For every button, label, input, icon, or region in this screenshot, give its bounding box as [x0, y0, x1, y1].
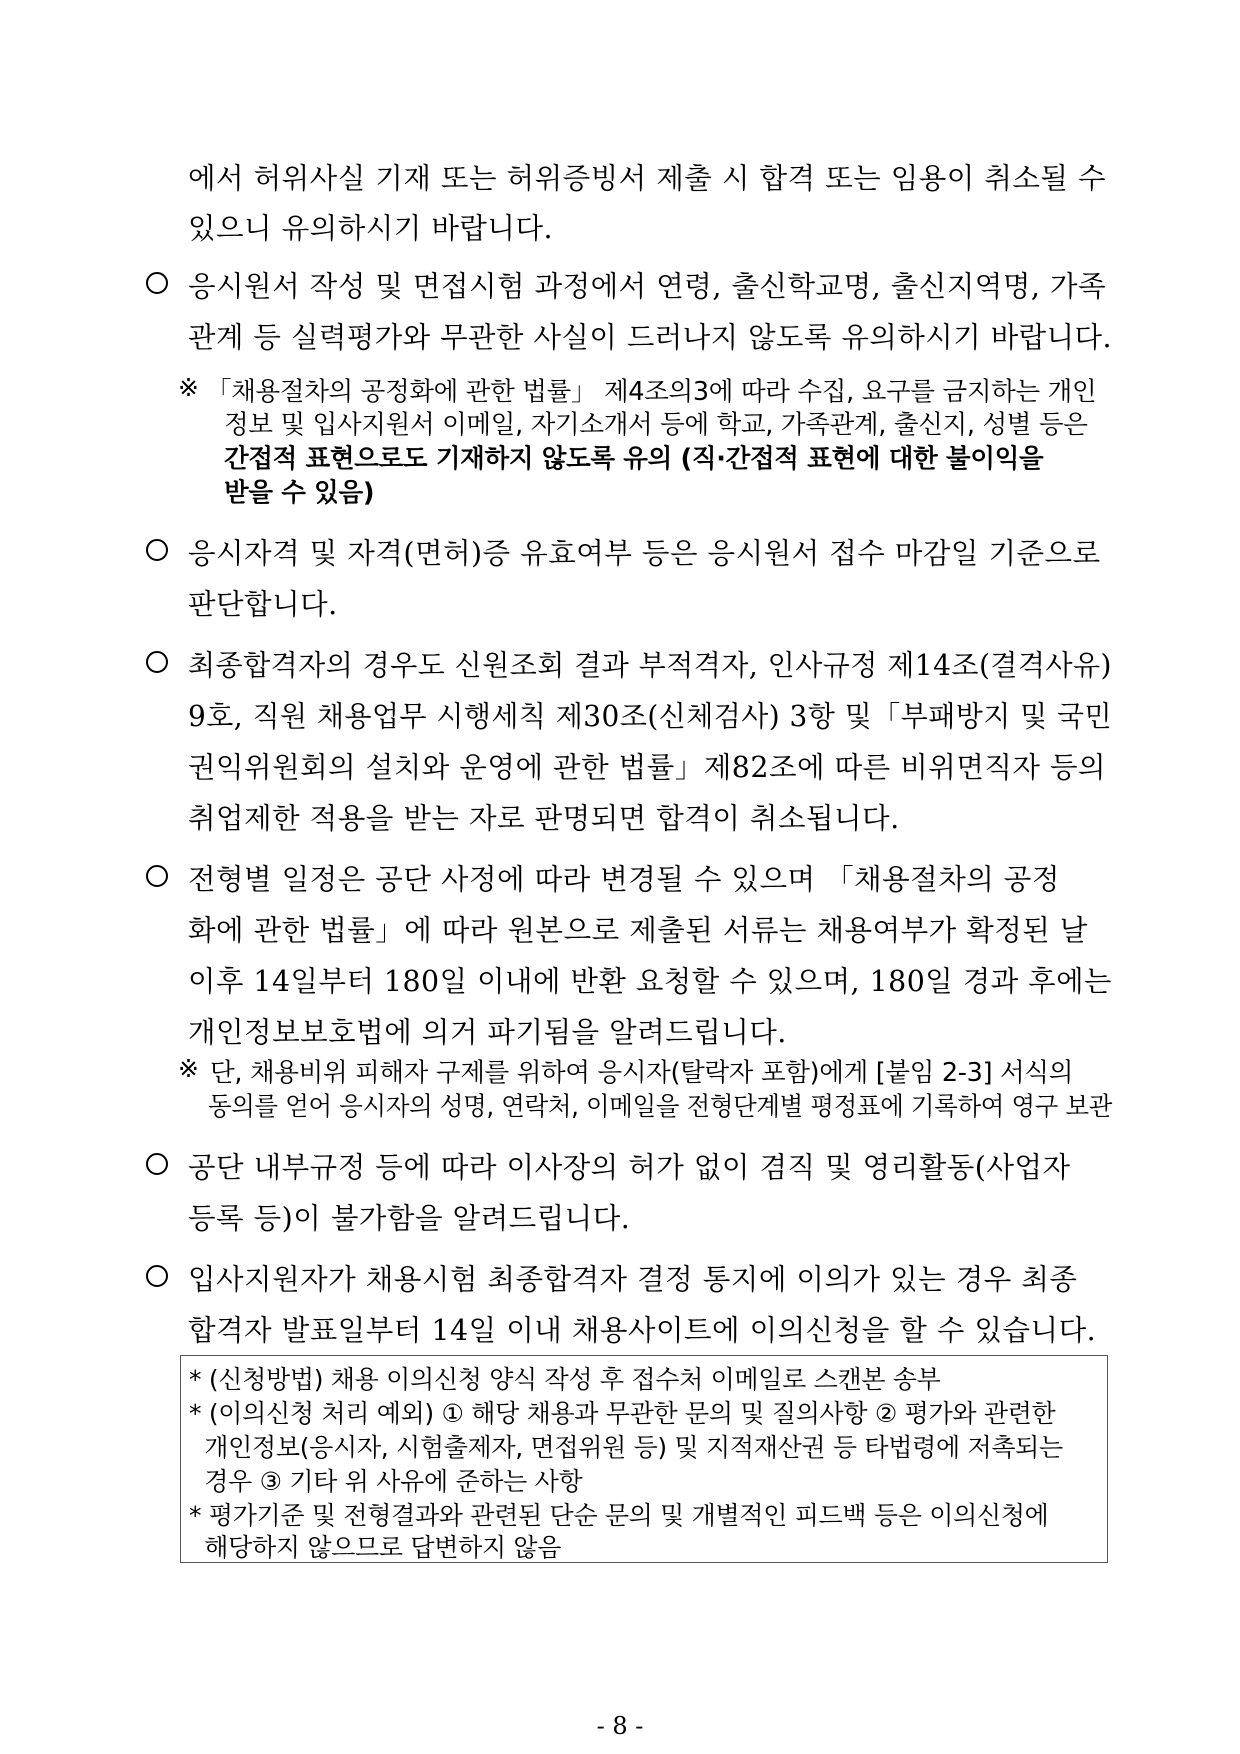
item-line: 등록 등)이 불가함을 알려드립니다.: [188, 1202, 631, 1235]
objection-notice-box: [180, 1355, 1108, 1563]
notice-line: * (신청방법) 채용 이의신청 양식 작성 후 접수처 이메일로 스캔본 송부: [189, 1365, 941, 1394]
note-line: 동의를 얻어 응시자의 성명, 연락처, 이메일을 전형단계별 평정표에 기록하여 영구 보관: [208, 1092, 1113, 1122]
item-line: 9호, 직원 채용업무 시행세칙 제30조(신체검사) 3항 및「부패방지 및 국민: [188, 700, 1113, 733]
bullet-circle-icon: [146, 865, 168, 887]
notice-line: 경우 ③ 기타 위 사유에 준하는 사항: [189, 1467, 583, 1496]
item-line: 관계 등 실력평가와 무관한 사실이 드러나지 않도록 유의하시기 바랍니다.: [188, 321, 1113, 354]
note-line: 정보 및 입사지원서 이메일, 자기소개서 등에 학교, 가족관계, 출신지, 성별 등은: [224, 410, 1088, 440]
notice-line: * 평가기준 및 전형결과와 관련된 단순 문의 및 개별적인 피드백 등은 이의신청에: [189, 1501, 1049, 1530]
item-line: 합격자 발표일부터 14일 이내 채용사이트에 이의신청을 할 수 있습니다.: [188, 1314, 1097, 1347]
item-line: 권익위원회의 설치와 운영에 관한 법률」제82조에 따른 비위면직자 등의: [188, 751, 1107, 784]
item-line: 응시자격 및 자격(면허)증 유효여부 등은 응시원서 접수 마감일 기준으로: [188, 537, 1101, 570]
item-line: 판단합니다.: [188, 588, 338, 621]
note-line: 단, 채용비위 피해자 구제를 위하여 응시자(탈락자 포함)에게 [붙임 2-3] 서식의: [210, 1058, 1074, 1088]
continuation-line: 에서 허위사실 기재 또는 허위증빙서 제출 시 합격 또는 임용이 취소될 수: [188, 162, 1107, 195]
item-line: 입사지원자가 채용시험 최종합격자 결정 통지에 이의가 있는 경우 최종: [188, 1263, 1078, 1296]
item-line: 화에 관한 법률」에 따라 원본으로 제출된 서류는 채용여부가 확정된 날: [188, 914, 1088, 947]
item-line: 취업제한 적용을 받는 자로 판명되면 합격이 취소됩니다.: [188, 802, 900, 835]
item-line: 개인정보보호법에 의거 파기됨을 알려드립니다.: [188, 1016, 787, 1049]
item-line: 이후 14일부터 180일 이내에 반환 요청할 수 있으며, 180일 경과 후에는: [188, 965, 1113, 998]
continuation-line: 있으니 유의하시기 바랍니다.: [188, 212, 554, 245]
notice-line: 개인정보(응시자, 시험출제자, 면접위원 등) 및 지적재산권 등 타법령에 저촉되는: [189, 1433, 1063, 1462]
item-line: 공단 내부규정 등에 따라 이사장의 허가 없이 겸직 및 영리활동(사업자: [188, 1151, 1071, 1184]
notice-line: 해당하지 않으므로 답변하지 않음: [189, 1533, 562, 1562]
notice-line: * (이의신청 처리 예외) ① 해당 채용과 무관한 문의 및 질의사항 ② 평가와 관련한: [189, 1399, 1056, 1428]
bullet-circle-icon: [146, 651, 168, 673]
item-line: 응시원서 작성 및 면접시험 과정에서 연령, 출신학교명, 출신지역명, 가족: [188, 270, 1107, 303]
item-line: 전형별 일정은 공단 사정에 따라 변경될 수 있으며 「채용절차의 공정: [188, 863, 1060, 896]
note-line-bold: 간접적 표현으로도 기재하지 않도록 유의 (직·간접적 표현에 대한 불이익을: [224, 444, 1044, 474]
bullet-circle-icon: [146, 539, 168, 561]
note-line: 「채용절차의 공정화에 관한 법률」 제4조의3에 따라 수집, 요구를 금지하는 개인: [206, 377, 1097, 407]
item-line: 최종합격자의 경우도 신원조회 결과 부적격자, 인사규정 제14조(결격사유): [188, 649, 1112, 682]
note-line-bold: 받을 수 있음): [224, 478, 375, 508]
bullet-circle-icon: [146, 1265, 168, 1287]
reference-mark-icon: ※: [178, 1054, 199, 1083]
reference-mark-icon: ※: [178, 373, 199, 402]
bullet-circle-icon: [146, 1153, 168, 1175]
page-number: - 8 -: [596, 1712, 644, 1740]
bullet-circle-icon: [146, 272, 168, 294]
